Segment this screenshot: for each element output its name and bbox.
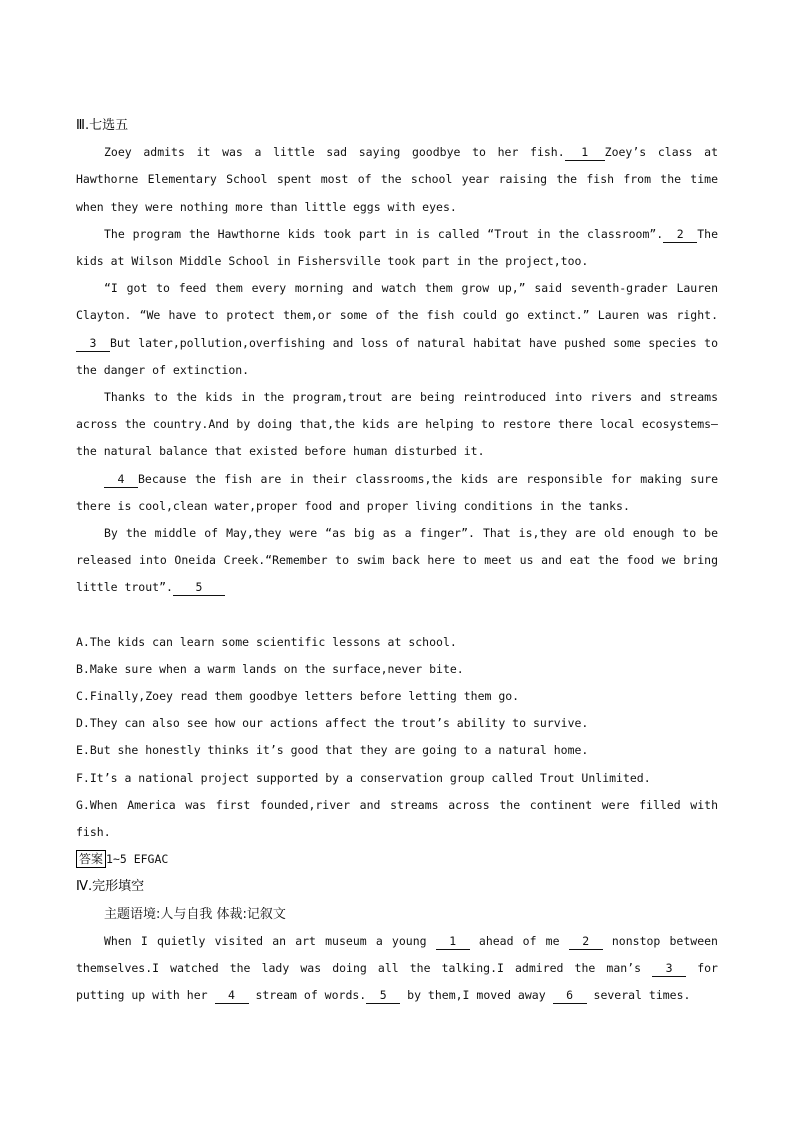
paragraph-text: By the middle of May,they were “as big as a finger”. That is,they are old enough to be released into Oneida Creek.“Remember to swim back here to meet us and eat the food we bring little trout”. bbox=[76, 526, 718, 595]
paragraph-text: for putting up with her bbox=[76, 961, 718, 1003]
option-c: C.Finally,Zoey read them goodbye letters before letting them go. bbox=[76, 689, 520, 704]
cloze-blank-1[interactable]: 1 bbox=[436, 934, 470, 950]
answer-label: 答案 bbox=[76, 850, 106, 868]
cloze-blank-6[interactable]: 6 bbox=[553, 988, 587, 1004]
answer-blank-1[interactable]: 1 bbox=[565, 145, 605, 161]
paragraph-text: “I got to feed them every morning and watch them grow up,” said seventh-grader Lauren Clayton. “We have to protect them,or some of the fish could go extinct.” Lauren was right. bbox=[76, 281, 718, 323]
cloze-paragraph-1 bbox=[76, 928, 718, 1010]
cloze-blank-2[interactable]: 2 bbox=[569, 934, 603, 950]
passage-paragraph-3 bbox=[76, 275, 718, 384]
paragraph-text: But later,pollution,overfishing and loss of natural habitat have pushed some species to the danger of extinction. bbox=[76, 335, 718, 377]
paragraph-text: Because the fish are in their classrooms,the kids are responsible for making sure there is cool,clean water,proper food and proper living conditions in the tanks. bbox=[76, 471, 718, 513]
cloze-blank-4[interactable]: 4 bbox=[215, 988, 249, 1004]
paragraph-text: ahead of me bbox=[478, 933, 560, 948]
option-e: E.But she honestly thinks it’s good that they are going to a natural home. bbox=[76, 743, 589, 758]
paragraph-text: When I quietly visited an art museum a young bbox=[104, 933, 427, 948]
option-b: B.Make sure when a warm lands on the surface,never bite. bbox=[76, 661, 464, 676]
paragraph-text: nonstop between themselves.I watched the lady was doing all the talking.I admired the man’s bbox=[76, 933, 718, 976]
paragraph-text: stream of words. bbox=[255, 988, 367, 1003]
option-f: F.It’s a national project supported by a conservation group called Trout Unlimited. bbox=[76, 770, 651, 785]
paragraph-text: The kids at Wilson Middle School in Fishersville took part in the project,too. bbox=[76, 226, 718, 269]
answer-text: 1~5 EFGAC bbox=[106, 852, 169, 867]
answer-blank-2[interactable]: 2 bbox=[663, 227, 697, 243]
paragraph-text: by them,I moved away bbox=[407, 988, 546, 1003]
option-a: A.The kids can learn some scientific lessons at school. bbox=[76, 634, 457, 649]
passage-paragraph-2 bbox=[76, 221, 718, 275]
option-g: G.When America was first founded,river and streams across the continent were filled with fish. bbox=[76, 797, 718, 840]
section-subheading: 主题语境:人与自我 体裁:记叙文 bbox=[104, 906, 286, 922]
answer-blank-4[interactable]: 4 bbox=[104, 472, 138, 488]
paragraph-text: several times. bbox=[593, 988, 691, 1003]
passage-paragraph-6 bbox=[76, 520, 718, 602]
section-heading-seven-choose-five: Ⅲ.七选五 bbox=[76, 118, 129, 133]
options-list bbox=[76, 629, 718, 847]
answer-blank-5[interactable]: 5 bbox=[173, 580, 225, 596]
option-d: D.They can also see how our actions affect the trout’s ability to survive. bbox=[76, 716, 589, 731]
passage-paragraph-1 bbox=[76, 139, 718, 221]
cloze-blank-3[interactable]: 3 bbox=[652, 961, 686, 977]
answer-key bbox=[76, 846, 718, 873]
paragraph-text: The program the Hawthorne kids took part in is called “Trout in the classroom”. bbox=[104, 226, 664, 241]
paragraph-text: Zoey’s class at Hawthorne Elementary School spent most of the school year raising the fish from the time when they were nothing more than little eggs with eyes. bbox=[76, 145, 718, 214]
document-page bbox=[76, 112, 718, 1010]
answer-blank-3[interactable]: 3 bbox=[76, 336, 110, 352]
section-heading-cloze: Ⅳ.完形填空 bbox=[76, 879, 145, 895]
passage-paragraph-4: Thanks to the kids in the program,trout are being reintroduced into rivers and streams across the country.And by doing that,the kids are helping to restore there local ecosystems—the natural balance that existed before human disturbed it. bbox=[76, 390, 718, 459]
paragraph-text: Zoey admits it was a little sad saying goodbye to her fish. bbox=[104, 145, 565, 160]
cloze-blank-5[interactable]: 5 bbox=[366, 988, 400, 1004]
passage-paragraph-5 bbox=[76, 466, 718, 520]
